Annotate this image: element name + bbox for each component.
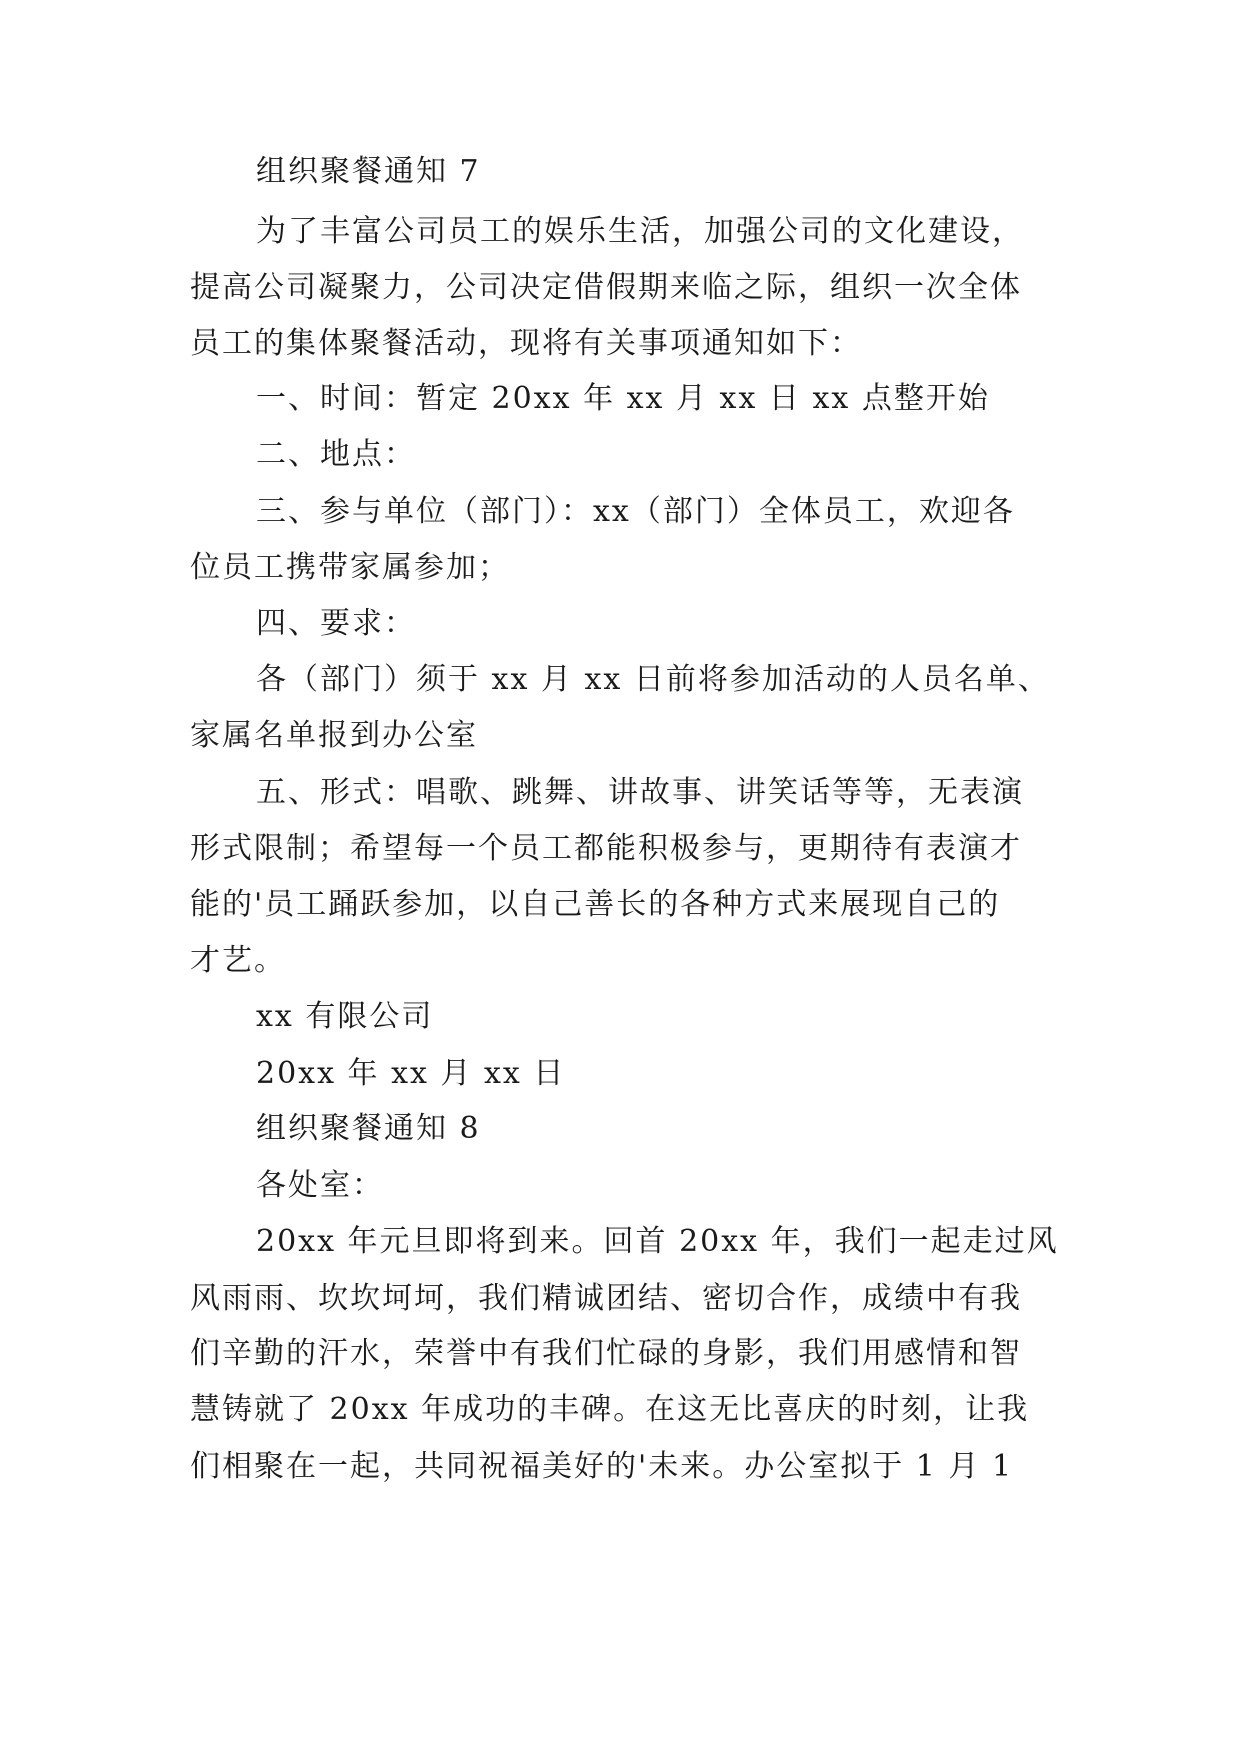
notice-7-requirements-line1: 各（部门）须于 xx 月 xx 日前将参加活动的人员名单、 xyxy=(256,662,1050,697)
notice-8-para1-line3: 们辛勤的汗水，荣誉中有我们忙碌的身影，我们用感情和智 xyxy=(190,1336,1022,1371)
notice-7-item-format-line4: 才艺。 xyxy=(190,943,286,978)
notice-7-item-requirements: 四、要求： xyxy=(256,606,416,641)
notice-7-para1-line2: 提高公司凝聚力，公司决定借假期来临之际，组织一次全体 xyxy=(190,270,1022,305)
notice-8-para1-line2: 风雨雨、坎坎坷坷，我们精诚团结、密切合作，成绩中有我 xyxy=(190,1281,1022,1316)
notice-7-signature-company: xx 有限公司 xyxy=(256,999,434,1034)
notice-7-requirements-line2: 家属名单报到办公室 xyxy=(190,718,478,753)
notice-7-item-participants-line2: 位员工携带家属参加； xyxy=(190,550,510,585)
notice-7-item-participants-line1: 三、参与单位（部门）：xx（部门）全体员工，欢迎各 xyxy=(256,494,1015,529)
notice-7-title: 组织聚餐通知 7 xyxy=(256,154,481,189)
notice-8-para1-line1: 20xx 年元旦即将到来。回首 20xx 年，我们一起走过风 xyxy=(256,1224,1059,1259)
notice-7-para1-line3: 员工的集体聚餐活动，现将有关事项通知如下： xyxy=(190,326,862,361)
notice-7-para1-line1: 为了丰富公司员工的娱乐生活，加强公司的文化建设， xyxy=(256,214,1024,249)
notice-8-para1-line4: 慧铸就了 20xx 年成功的丰碑。在这无比喜庆的时刻，让我 xyxy=(190,1392,1030,1427)
notice-8-title: 组织聚餐通知 8 xyxy=(256,1111,481,1146)
notice-7-item-format-line3: 能的'员工踊跃参加，以自己善长的各种方式来展现自己的 xyxy=(190,887,1001,922)
notice-8-salutation: 各处室： xyxy=(256,1168,384,1203)
notice-7-item-format-line2: 形式限制；希望每一个员工都能积极参与，更期待有表演才 xyxy=(190,831,1022,866)
notice-8-para1-line5: 们相聚在一起，共同祝福美好的'未来。办公室拟于 1 月 1 xyxy=(190,1449,1014,1484)
notice-7-signature-date: 20xx 年 xx 月 xx 日 xyxy=(256,1056,566,1091)
notice-7-item-time: 一、时间：暂定 20xx 年 xx 月 xx 日 xx 点整开始 xyxy=(256,381,990,416)
notice-7-item-place: 二、地点： xyxy=(256,437,416,472)
notice-7-item-format-line1: 五、形式：唱歌、跳舞、讲故事、讲笑话等等，无表演 xyxy=(256,775,1024,810)
